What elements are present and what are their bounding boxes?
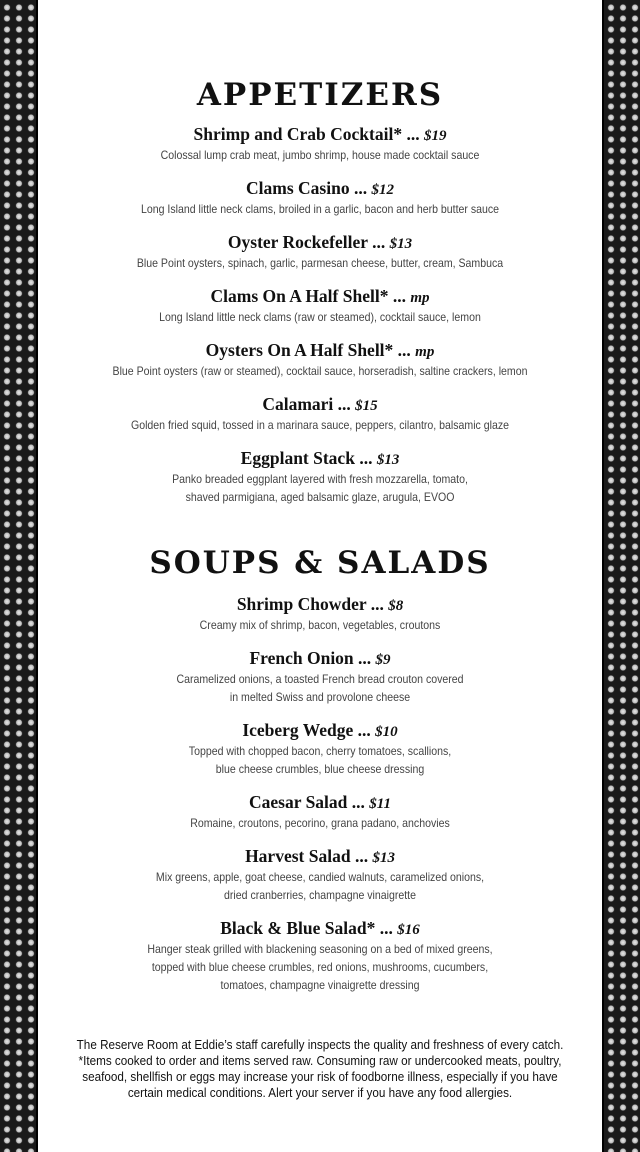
menu-item-description: Topped with chopped bacon, cherry tomatoes, scallions, blue cheese crumbles, blue cheese dressing <box>188 744 452 776</box>
menu-item-price: $13 <box>372 850 395 866</box>
menu-item <box>38 394 602 434</box>
menu-item-price: $15 <box>355 398 378 414</box>
menu-item-heading <box>38 286 602 308</box>
menu-item <box>38 918 602 994</box>
menu-item <box>38 594 602 634</box>
menu-item <box>38 178 602 218</box>
menu-item <box>38 792 602 832</box>
menu-item-separator: ... <box>372 232 386 252</box>
menu-item-description: Mix greens, apple, goat cheese, candied walnuts, caramelized onions, dried cranberries, champagne vinaigrette <box>155 870 485 902</box>
menu-item-description: Caramelized onions, a toasted French bread crouton covered in melted Swiss and provolone cheese <box>176 672 464 704</box>
menu-item-separator: ... <box>392 286 406 306</box>
food-safety-notice: The Reserve Room at Eddie’s staff carefully inspects the quality and freshness of every catch. *Items cooked to order and items served raw. Consuming raw or undercooked meats, poultry, seafood, shellfish or eggs may increase your risk of foodborne illness, especially if you have certain medical conditions. Alert your server if you have any food allergies. <box>76 1037 564 1100</box>
menu-item-heading <box>38 448 602 470</box>
menu-item-separator: ... <box>359 448 373 468</box>
menu-item-separator: ... <box>406 124 420 144</box>
menu-item-description: Long Island little neck clams (raw or steamed), cocktail sauce, lemon <box>159 310 481 324</box>
menu-item-description: Hanger steak grilled with blackening seasoning on a bed of mixed greens, topped with blue cheese crumbles, red onions, mushrooms, cucumbers, tomatoes, champagne vinaigrette dressing <box>147 942 493 992</box>
menu-item-description: Blue Point oysters (raw or steamed), cocktail sauce, horseradish, saltine crackers, lemon <box>112 364 528 378</box>
decorative-border-right <box>602 0 640 1152</box>
menu-item-heading <box>38 340 602 362</box>
menu-item-price: $8 <box>388 598 404 614</box>
menu-item-separator: ... <box>337 394 351 414</box>
menu-page <box>38 0 602 1152</box>
menu-item-price: $10 <box>375 724 398 740</box>
menu-item-description: Creamy mix of shrimp, bacon, vegetables, croutons <box>199 618 441 632</box>
menu-item-separator: ... <box>379 918 393 938</box>
menu-item-heading <box>38 594 602 616</box>
menu-item-heading <box>38 648 602 670</box>
section-title: SOUPS & SALADS <box>149 545 491 581</box>
menu-item-name: Oyster Rockefeller <box>227 232 368 252</box>
menu-item-heading <box>38 720 602 742</box>
menu-item-heading <box>38 792 602 814</box>
menu-item-heading <box>38 232 602 254</box>
menu-item-description: Romaine, croutons, pecorino, grana padano, anchovies <box>190 816 450 830</box>
menu-item-heading <box>38 124 602 146</box>
menu-item-name: French Onion <box>249 648 354 668</box>
menu-item <box>38 648 602 706</box>
menu-item-description: Colossal lump crab meat, jumbo shrimp, house made cocktail sauce <box>160 148 480 162</box>
menu-item-price: $11 <box>369 796 391 812</box>
menu-item-name: Clams Casino <box>246 178 350 198</box>
menu-item-description: Long Island little neck clams, broiled in a garlic, bacon and herb butter sauce <box>140 202 500 216</box>
menu-item-heading <box>38 394 602 416</box>
menu-item-heading <box>38 918 602 940</box>
menu-item <box>38 846 602 904</box>
menu-item-price: $19 <box>423 128 447 144</box>
menu-item-name: Shrimp Chowder <box>236 594 367 614</box>
menu-item-separator: ... <box>354 846 369 866</box>
menu-item-name: Oysters On A Half Shell* <box>205 340 394 360</box>
menu-item-separator: ... <box>397 340 411 360</box>
menu-item-name: Shrimp and Crab Cocktail* <box>193 124 403 144</box>
menu-item-separator: ... <box>370 594 384 614</box>
menu-item-name: Harvest Salad <box>245 846 351 866</box>
menu-item <box>38 448 602 506</box>
menu-item-name: Iceberg Wedge <box>242 720 354 740</box>
menu-item-separator: ... <box>353 178 368 198</box>
section-appetizers <box>38 77 602 113</box>
decorative-border-left <box>0 0 38 1152</box>
menu-item-price: mp <box>410 290 430 306</box>
menu-item-name: Black & Blue Salad* <box>220 918 376 938</box>
section-soups-salads <box>38 545 602 581</box>
menu-item-price: $13 <box>389 236 413 252</box>
menu-item-name: Eggplant Stack <box>240 448 355 468</box>
menu-item-description: Golden fried squid, tossed in a marinara sauce, peppers, cilantro, balsamic glaze <box>130 418 510 432</box>
menu-item-name: Clams On A Half Shell* <box>210 286 389 306</box>
menu-item-separator: ... <box>351 792 365 812</box>
menu-item-price: $9 <box>375 652 391 668</box>
menu-item-description: Blue Point oysters, spinach, garlic, parmesan cheese, butter, cream, Sambuca <box>136 256 504 270</box>
menu-item <box>38 340 602 380</box>
menu-item-name: Caesar Salad <box>249 792 348 812</box>
menu-item-heading <box>38 178 602 200</box>
menu-item-heading <box>38 846 602 868</box>
menu-item-price: $16 <box>397 922 420 938</box>
menu-item-separator: ... <box>357 720 371 740</box>
menu-item-separator: ... <box>358 648 372 668</box>
menu-item <box>38 124 602 164</box>
menu-item-price: $12 <box>371 182 394 198</box>
menu-item-price: $13 <box>376 452 400 468</box>
menu-item <box>38 720 602 778</box>
menu-item-name: Calamari <box>262 394 334 414</box>
menu-item-price: mp <box>415 344 435 360</box>
menu-item <box>38 232 602 272</box>
section-title: APPETIZERS <box>196 77 444 113</box>
menu-item <box>38 286 602 326</box>
menu-item-description: Panko breaded eggplant layered with fresh mozzarella, tomato, shaved parmigiana, aged balsamic glaze, arugula, EVOO <box>172 472 468 504</box>
